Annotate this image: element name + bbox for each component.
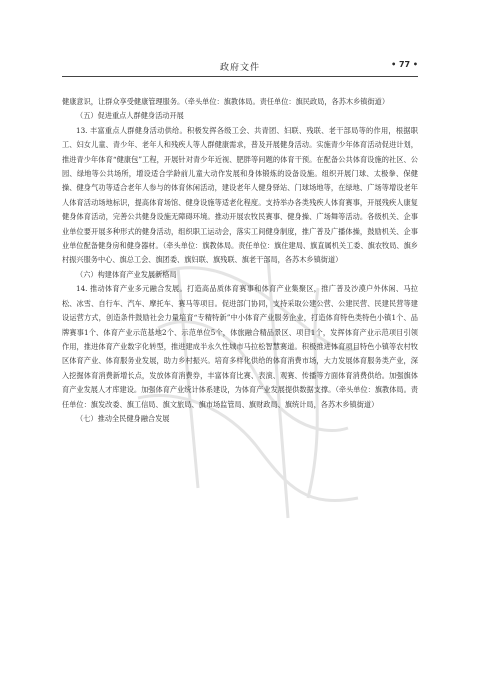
section-heading-7: （七）推动全民健身融合发展 [76,413,170,423]
paragraph-continued: 健康意识，让群众享受健康管理服务。（牵头单位：旗教体局。责任单位：旗民政局，各苏木乡镇街道） [62,97,390,106]
document-body [62,95,418,426]
section-heading-5: （五）促进重点人群健身活动开展 [76,111,184,121]
paragraph-item-14: 14. 推动体育产业多元融合发展。打造高品质体育赛事和体育产业集聚区，推广普及沙漠户外休闲、马拉松、冰雪、自行车、汽车、摩托车、赛马等项目。促进部门协同，支持采取公建公营、公建民营、民建民营等建设运营方式，创造条件鼓励社会力量培育“专精特新”中小体育产业服务企业，打造体育特色类特色小镇1个、品牌赛事1个、体育产业示范基地2个、示范单位5个，体旅融合精品景区、项目1个，发挥体育产业示范项目引领作用，推进体育产业数字化转型，推进建成半永久性城市马拉松智慧赛道。积极推进体育项目特色小镇等农村牧区体育产业、体育服务业发展，助力乡村振兴。培育多样化供给的体育消费市场，大力发展体育服务类产业，深入挖掘体育消费新增长点，发放体育消费券，丰富体育比赛、表演、观赛、传播等方面体育消费供给。加强旗体育产业发展人才库建设。加强体育产业统计体系建设，为体育产业发展提供数据支撑。（牵头单位：旗教体局。责任单位：旗发改委、旗工信局、旗文旅局、旗市场监管局、旗财政局、旗统计局，各苏木乡镇街道） [62,284,418,409]
running-title: 政府文件 [219,63,260,73]
section-heading-6: （六）构建体育产业发展新格局 [76,269,177,279]
page-number: • 77 • [391,60,418,69]
paragraph-item-13: 13. 丰富重点人群健身活动供给。积极发挥各级工会、共青团、妇联、残联、老干部局等的作用，根据职工、妇女儿童、青少年、老年人和残疾人等人群健康需求，普及开展健身活动。实施青少年体育活动促进计划，推进青少年体育“健康包”工程，开展针对青少年近视、肥胖等问题的体育干预。在配备公共体育设施的社区、公园、绿地等公共场所，增设适合学龄前儿童大动作发展和身体锻炼的设备设施。组织开展门球、太极拳、保健操、健身气功等适合老年人参与的体育休闲活动，建设老年人健身驿站、门球场地等，在绿地、广场等增设老年人体育活动场地标识，提高体育场馆、健身设施等适老化程度。支持举办各类残疾人体育赛事，开展残疾人康复健身体育活动，完善公共健身设施无障碍环境。推动开展农牧民赛事、健身操、广场舞等活动。各级机关、企事业单位要开展多种形式的健身活动，组织职工运动会，落实工间健身制度，推广普及广播体操，鼓励机关、企事业单位配备健身房和健身器材。（牵头单位：旗教体局。责任单位：旗住建局、旗直属机关工委、旗农牧局、旗乡村振兴服务中心、旗总工会、旗团委、旗妇联、旗残联、旗老干部局，各苏木乡镇街道） [62,125,418,265]
page-header [62,60,418,76]
header-rule [62,76,418,77]
